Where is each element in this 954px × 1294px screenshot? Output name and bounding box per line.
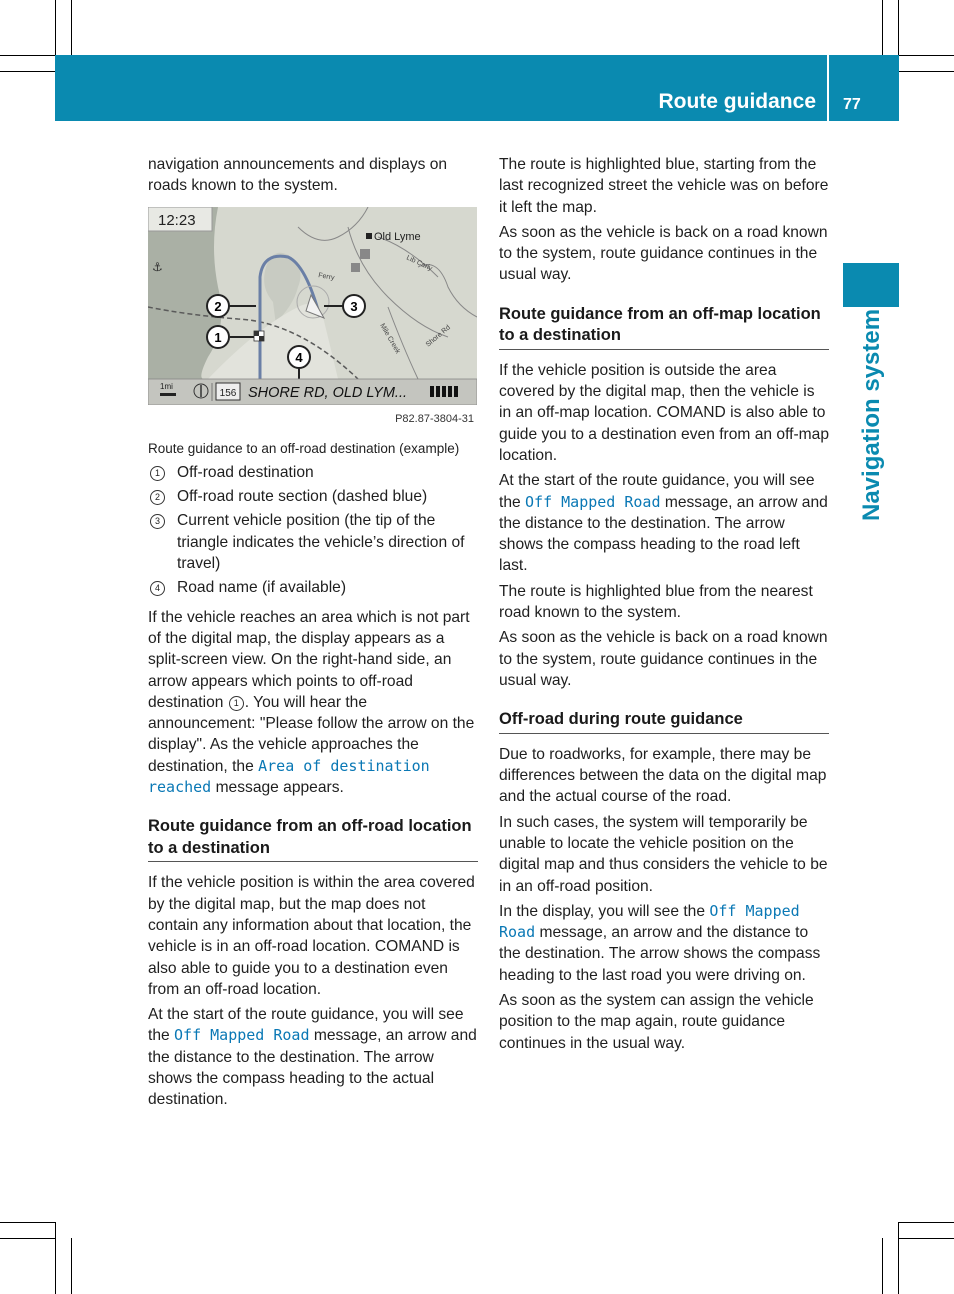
body-paragraph: At the start of the route guidance, you will see the Off Mapped Road message, an arrow and the distance to the destination. The arrow shows the compass heading to the actual destination. xyxy=(148,1006,477,1109)
crop-mark xyxy=(898,0,899,55)
navigation-map-figure xyxy=(148,207,477,405)
section-heading: Route guidance from an off-road location to a destination xyxy=(148,816,478,862)
crop-mark xyxy=(882,0,883,55)
left-column xyxy=(148,154,478,1115)
map-street-label: Lib Carly xyxy=(405,254,434,273)
figure-code: P82.87-3804-31 xyxy=(395,412,474,425)
crop-mark xyxy=(899,71,954,72)
body-paragraph: If the vehicle position is outside the area covered by the digital map, then the vehicle is in an off-map location. COMAND is also able to guide you to a destination even from an off-map location. xyxy=(499,361,829,464)
figure-caption: Route guidance to an off-road destination (example) xyxy=(148,440,460,456)
number-badge: 4 xyxy=(150,581,165,596)
display-message: Off Mapped Road xyxy=(525,492,661,511)
body-paragraph: At the start of the route guidance, you will see the Off Mapped Road message, an arrow and the distance to the destination. The arrow shows the compass heading to the road left last. xyxy=(499,472,828,575)
crop-mark xyxy=(0,55,55,56)
body-paragraph: As soon as the system can assign the vehicle position to the map again, route guidance continues in the usual way. xyxy=(499,992,814,1052)
crop-mark xyxy=(71,0,72,55)
crop-mark xyxy=(55,1222,56,1294)
crop-mark xyxy=(0,1238,55,1239)
crop-mark xyxy=(55,0,56,55)
map-street-label: Ferry xyxy=(317,271,335,282)
intro-paragraph: navigation announcements and displays on roads known to the system. xyxy=(148,156,448,195)
crop-mark xyxy=(71,1238,72,1294)
body-paragraph: As soon as the vehicle is back on a road known to the system, route guidance continues in the usual way. xyxy=(499,223,828,284)
anchor-icon xyxy=(152,260,163,274)
body-paragraph: As soon as the vehicle is back on a road known to the system, route guidance continues in the usual way. xyxy=(499,629,828,689)
clock-time: 12:23 xyxy=(158,211,196,229)
legend-text: Current vehicle position (the tip of the triangle indicates the vehicle’s direction of travel) xyxy=(177,512,465,573)
svg-text:1: 1 xyxy=(214,329,222,345)
body-paragraph: The route is highlighted blue, starting from the last recognized street the vehicle was on before it left the map. xyxy=(499,156,829,216)
svg-text:2: 2 xyxy=(214,298,222,314)
crop-mark xyxy=(899,1238,954,1239)
right-column xyxy=(499,154,829,1058)
body-paragraph: Due to roadworks, for example, there may be differences between the data on the digital map and the actual course of the road. xyxy=(499,745,827,806)
section-heading: Route guidance from an off-map location to a destination xyxy=(499,304,829,350)
legend-item xyxy=(148,486,478,507)
display-message: Area of destination reached xyxy=(148,756,430,797)
page-number: 77 xyxy=(843,96,861,113)
legend-text: Road name (if available) xyxy=(177,579,347,597)
svg-text:4: 4 xyxy=(295,349,303,365)
legend-item xyxy=(148,577,478,598)
crop-mark xyxy=(899,1222,954,1223)
number-badge: 3 xyxy=(150,514,165,529)
body-paragraph: In such cases, the system will temporarily be unable to locate the vehicle position on the digital map and thus considers the vehicle to be in an off-road position. xyxy=(499,813,828,895)
number-badge: 1 xyxy=(229,696,244,711)
chapter-label: Navigation system xyxy=(858,308,885,521)
display-message: Off Mapped Road xyxy=(174,1026,310,1045)
legend-text: Off-road route section (dashed blue) xyxy=(177,488,428,506)
display-message: Off Mapped Road xyxy=(499,901,800,942)
body-paragraph: In the display, you will see the Off Mapped Road message, an arrow and the distance to the destination. The arrow shows the compass heading to the last road you were driving on. xyxy=(499,901,821,984)
route-number-shield: 156 xyxy=(219,387,237,399)
legend-item xyxy=(148,462,478,483)
legend-text: Off-road destination xyxy=(177,463,314,481)
section-heading: Off-road during route guidance xyxy=(499,709,829,734)
map-street-label: Shore Rd xyxy=(424,323,452,349)
header-divider xyxy=(827,55,829,121)
crop-mark xyxy=(0,71,55,72)
map-display xyxy=(148,207,477,405)
body-paragraph: If the vehicle reaches an area which is not part of the digital map, the display appears as a split-screen view. On the right-hand side, an arrow appears which points to off-road destination 1 . You will hear the announcement: "Please follow the arrow on the display". As the vehicle approaches the destination, the Area of destination reached message appears. xyxy=(148,608,475,797)
map-scale: 1mi xyxy=(160,381,173,391)
svg-text:3: 3 xyxy=(350,298,358,314)
crop-mark xyxy=(899,55,954,56)
checkered-flag-icon xyxy=(254,331,264,341)
body-paragraph: If the vehicle position is within the area covered by the digital map, but the map does not contain any information about that location, the vehicle is in an off-road location. COMAND is also able to guide you to a destination even from an off-road location. xyxy=(148,874,475,998)
section-title: Route guidance xyxy=(658,90,816,113)
number-badge: 2 xyxy=(150,490,165,505)
svg-text:⚓: ⚓ xyxy=(152,259,163,274)
map-place-label: Old Lyme xyxy=(374,230,421,243)
crop-mark xyxy=(0,1222,55,1223)
road-name-display: SHORE RD, OLD LYM... xyxy=(248,384,408,401)
number-badge: 1 xyxy=(150,466,165,481)
map-street-label: Mile Creek xyxy=(378,322,402,355)
body-paragraph: The route is highlighted blue from the nearest road known to the system. xyxy=(499,582,813,622)
legend-item xyxy=(148,510,478,574)
crop-mark xyxy=(898,1222,899,1294)
crop-mark xyxy=(882,1238,883,1294)
legend-list xyxy=(148,462,478,599)
